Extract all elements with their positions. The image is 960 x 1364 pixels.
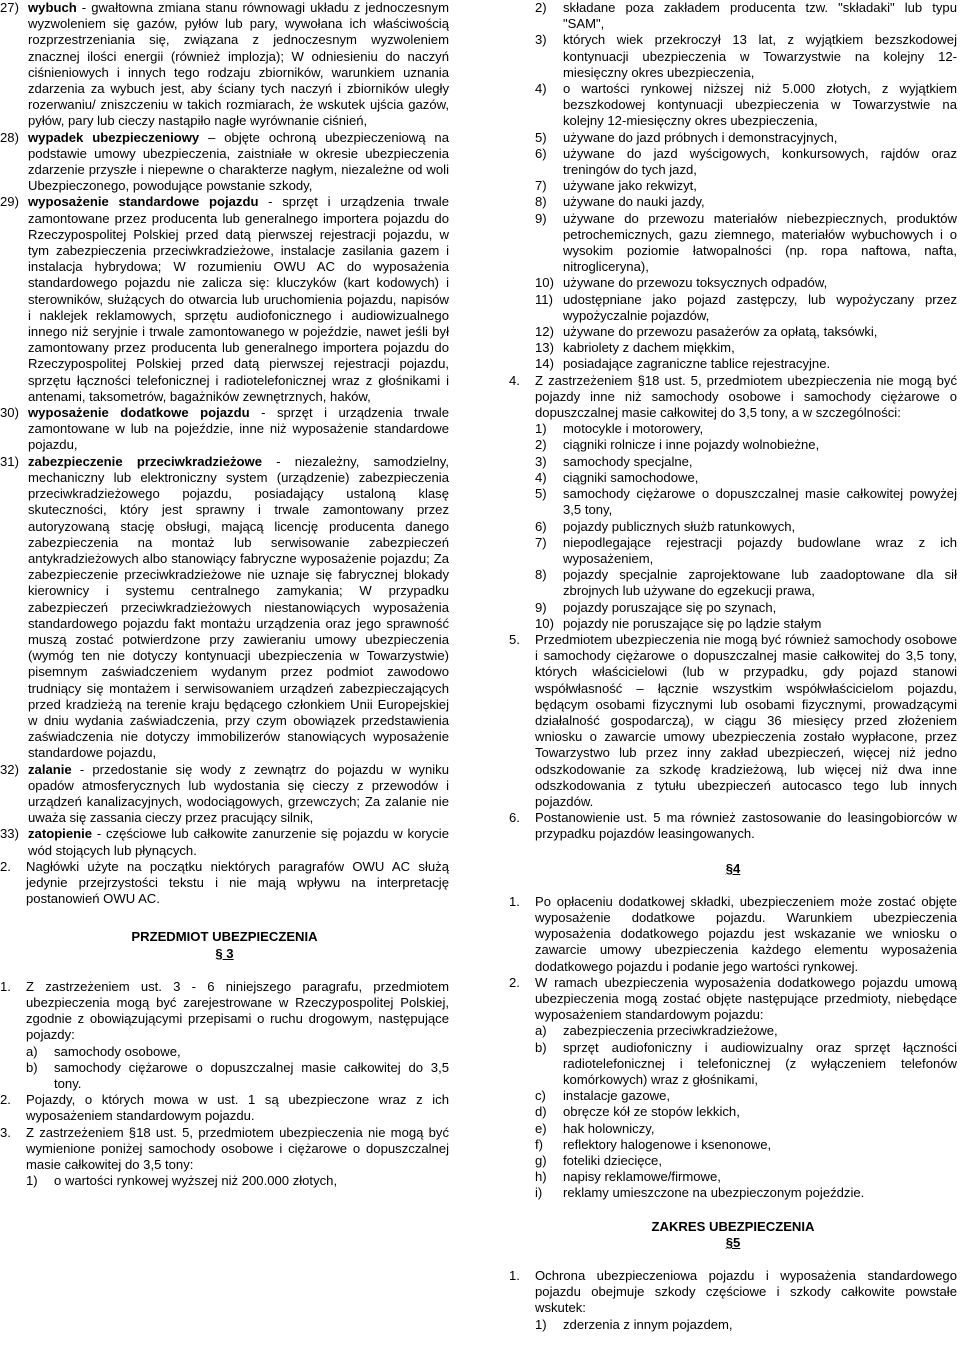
- paragraph-text: Nagłówki użyte na początku niektórych paragrafów OWU AC służą jedynie przejrzystości tekstu i nie mają wpływu na interpretację postanowień OWU AC.: [26, 858, 449, 907]
- item-number: i): [535, 1185, 543, 1201]
- list-item-text: napisy reklamowe/firmowe,: [563, 1169, 721, 1185]
- list-item: [535, 437, 957, 453]
- section-paragraph-number: §5: [725, 1234, 741, 1250]
- list-item-text: udostępniane jako pojazd zastępczy, lub wypożyczany przez wypożyczalnie pojazdów,: [563, 291, 957, 323]
- item-number: 4): [535, 81, 547, 97]
- item-number: 29): [0, 194, 19, 210]
- list-item-text: ciągniki rolnicze i inne pojazdy wolnobieżne,: [563, 437, 820, 453]
- item-number: 28): [0, 129, 19, 145]
- paragraph-3-4: [509, 373, 957, 422]
- item-number: 8): [535, 194, 547, 210]
- item-number: 1.: [509, 1268, 520, 1284]
- paragraph-4-1: [509, 894, 957, 975]
- definition-31: [0, 454, 449, 762]
- paragraph-text: Przedmiotem ubezpieczenia nie mogą być również samochody osobowe i samochody ciężarowe o dopuszczalnej masie całkowitej do 3,5 tony, których właścicielowi (lub w przypadku, gdy pojazd stanowi współwłasność – łącznie wszystkim współwłaścicielom pojazdu, będącym osobami fizycznymi lub osobami fizycznymi, prowadzącymi działalność gospodarczą), w ciągu 36 miesięcy przed złożeniem wniosku o zawarcie umowy ubezpieczenia zostało wypłacone, przez Towarzystwo lub przez inny zakład ubezpieczeń, więcej niż jedno odszkodowanie za szkodę kradzieżową, lub więcej niż dwa inne odszkodowania z tytułu ubezpieczeń autocasco tego lub innych pojazdów.: [535, 631, 957, 809]
- list-item: [535, 1169, 957, 1185]
- list-item: [535, 1121, 957, 1137]
- list-item: [535, 275, 957, 291]
- item-number: 9): [535, 599, 547, 615]
- paragraph-5-1: [509, 1268, 957, 1317]
- paragraph-text: Z zastrzeżeniem §18 ust. 5, przedmiotem ubezpieczenia nie mogą być pojazdy inne niż samochody osobowe i samochody ciężarowe o dopuszczalnej masie całkowitej do 3,5 tony, a w szczególności:: [535, 372, 957, 421]
- list-item-text: używane do jazd wyścigowych, konkursowych, rajdów oraz treningów do tych jazd,: [563, 145, 957, 178]
- paragraph-3-1: [0, 979, 449, 1044]
- item-number: 8): [535, 567, 547, 583]
- item-number: b): [535, 1039, 547, 1055]
- list-item-text: których wiek przekroczył 13 lat, z wyjątkiem bezszkodowej kontynuacji ubezpieczenia w Towarzystwie na kolejny 12-miesięczny okres ubezpieczenia,: [563, 32, 957, 80]
- paragraph-text: Z zastrzeżeniem §18 ust. 5, przedmiotem ubezpieczenia nie mogą być wymienione poniżej samochody osobowe i ciężarowe o dopuszczalnej masie całkowitej do 3,5 tony:: [26, 1124, 449, 1173]
- left-column: [0, 0, 449, 1189]
- paragraph-text: Po opłaceniu dodatkowej składki, ubezpieczeniem może zostać objęte wyposażenie dodatkowe pojazdu. Warunkiem ubezpieczenia wyposażenia dodatkowego pojazdu jest wskazanie we wniosku o zawarcie umowy ubezpieczenia każdego elementu wyposażenia dodatkowego pojazdu i podanie jego wartości rynkowej.: [535, 893, 957, 974]
- paragraph-text: Pojazdy, o których mowa w ust. 1 są ubezpieczone wraz z ich wyposażeniem standardowym pojazdu.: [26, 1092, 449, 1124]
- definition-27: [0, 0, 449, 130]
- item-number: 12): [535, 324, 554, 340]
- item-number: a): [535, 1023, 547, 1039]
- list-item: [26, 1044, 449, 1060]
- paragraph-text: W ramach ubezpieczenia wyposażenia dodatkowego pojazdu umową ubezpieczenia mogą zostać objęte następujące przedmioty, niebędące wyposażeniem standardowym pojazdu:: [535, 974, 957, 1023]
- item-number: 2): [535, 0, 547, 15]
- list-item: [535, 356, 957, 372]
- list-item-text: o wartości rynkowej niższej niż 5.000 złotych, z wyjątkiem bezszkodowej kontynuacji ubezpieczenia w Towarzystwie na kolejny 12-miesięczny okres ubezpieczenia,: [563, 81, 957, 129]
- item-number: 7): [535, 178, 547, 194]
- list-item-text: niepodlegające rejestracji pojazdy budowlane wraz z ich wyposażeniem,: [563, 534, 957, 566]
- item-number: 3.: [0, 1124, 11, 1140]
- item-number: 1): [535, 1316, 547, 1332]
- list-item: [535, 292, 957, 324]
- item-number: 1.: [509, 893, 520, 909]
- list-item-text: reklamy umieszczone na ubezpieczonym pojeździe.: [563, 1185, 865, 1201]
- definition-29: [0, 194, 449, 405]
- item-number: 6): [535, 518, 547, 534]
- list-item: [535, 1153, 957, 1169]
- item-number: 13): [535, 340, 554, 356]
- paragraph-3-2: [0, 1092, 449, 1124]
- definition-term: wyposażenie dodatkowe pojazdu: [28, 405, 250, 421]
- list-item: [535, 1104, 957, 1120]
- paragraph-text: Postanowienie ust. 5 ma również zastosowanie do leasingobiorców w przypadku pojazdów leasingowanych.: [535, 810, 957, 842]
- list-item: [535, 81, 957, 130]
- list-item: [535, 1088, 957, 1104]
- item-number: 5): [535, 486, 547, 502]
- list-item-text: o wartości rynkowej wyższej niż 200.000 złotych,: [54, 1173, 338, 1189]
- item-number: 2.: [0, 1092, 11, 1108]
- list-item-text: ciągniki samochodowe,: [563, 469, 699, 485]
- list-item: [535, 1137, 957, 1153]
- list-item-text: foteliki dziecięce,: [563, 1153, 662, 1169]
- definition-33: [0, 826, 449, 858]
- sublist: [0, 1173, 449, 1189]
- list-item: [535, 211, 957, 276]
- list-item-text: zabezpieczenia przeciwkradzieżowe,: [563, 1023, 778, 1039]
- item-number: 2): [535, 437, 547, 453]
- item-number: 2.: [509, 974, 520, 990]
- paragraph-2: [0, 859, 449, 908]
- list-item: [535, 130, 957, 146]
- section-paragraph-number: § 3: [215, 945, 234, 961]
- list-item-text: używane do jazd próbnych i demonstracyjnych,: [563, 129, 838, 145]
- item-number: 9): [535, 210, 547, 226]
- list-item-text: motocykle i motorowery,: [563, 421, 704, 437]
- list-item: [535, 616, 957, 632]
- section-heading: PRZEDMIOT UBEZPIECZENIA: [131, 929, 318, 945]
- paragraph-text: Z zastrzeżeniem ust. 3 - 6 niniejszego paragrafu, przedmiotem ubezpieczenia mogą być zarejestrowane w Rzeczypospolitej Polskiej, zgodnie z obowiązującymi przepisami o ruchu drogowym, następujące pojazdy:: [26, 978, 449, 1043]
- item-number: 4): [535, 469, 547, 485]
- list-item-text: pojazdy poruszające się po szynach,: [563, 599, 777, 615]
- list-item: [535, 324, 957, 340]
- item-number: 6.: [509, 810, 520, 826]
- section-paragraph-number: §4: [725, 860, 741, 876]
- paragraph-4-2: [509, 975, 957, 1024]
- item-number: 11): [535, 291, 553, 307]
- list-item-text: sprzęt audiofoniczny i audiowizualny oraz sprzęt łączności radiotelefonicznej i telefonicznej (z wyłączeniem telefonów komórkowych) wraz z głośnikami,: [563, 1039, 957, 1087]
- item-number: 1): [26, 1173, 38, 1189]
- definition-term: zalanie: [28, 761, 72, 777]
- item-number: 3): [535, 32, 547, 48]
- sublist: [0, 1044, 449, 1093]
- paragraph-text: Ochrona ubezpieczeniowa pojazdu i wyposażenia standardowego pojazdu obejmuje szkody częściowe i szkody całkowite powstałe wskutek:: [535, 1268, 957, 1316]
- list-item-text: używane do przewozu toksycznych odpadów,: [563, 275, 828, 291]
- list-item: [535, 194, 957, 210]
- list-item-text: pojazdy specjalnie zaprojektowane lub zaadoptowane dla sił zbrojnych lub używane do egzekucji prawa,: [563, 567, 957, 599]
- list-item: [535, 178, 957, 194]
- paragraph-3-6: [509, 810, 957, 842]
- list-item: [535, 146, 957, 178]
- list-item: [535, 486, 957, 518]
- item-number: 3): [535, 453, 547, 469]
- list-item: [535, 454, 957, 470]
- item-number: a): [26, 1043, 38, 1059]
- list-item: [535, 1023, 957, 1039]
- list-item: [535, 600, 957, 616]
- list-item-text: obręcze kół ze stopów lekkich,: [563, 1104, 740, 1120]
- sublist: [509, 421, 957, 632]
- definition-32: [0, 762, 449, 827]
- definition-text: – objęte ochroną ubezpieczeniową na podstawie umowy ubezpieczenia, zaistniałe w okresie ubezpieczenia zdarzenie przyszłe i niepewne o charakterze nagłym, niezależne od woli Ubezpieczonego, powodujące powstanie szkody,: [28, 129, 449, 194]
- list-item-text: używane do nauki jazdy,: [563, 194, 705, 210]
- item-number: 31): [0, 453, 19, 469]
- item-number: 2.: [0, 858, 11, 874]
- definition-text: - gwałtowna zmiana stanu równowagi układu z jednoczesnym wyzwoleniem się gazów, pyłów lub pary, wywołana ich właściwością rozprzestrzeniania się, związana z jednoczesnym wyzwoleniem znacznej ilości energii (również implozja); W odniesieniu do naczyń ciśnieniowych i innych tego rodzaju zbiorników, warunkiem uznania zdarzenia za wybuch jest, aby ściany tych naczyń i zbiorników uległy rozerwaniu/ zniszczeniu w takich rozmiarach, że wskutek ujścia gazów, pyłów, pary lub cieczy nastąpiło nagłe wyrównanie ciśnień,: [28, 0, 449, 129]
- list-item-text: kabriolety z dachem miękkim,: [563, 340, 735, 356]
- paragraph-3-3: [0, 1125, 449, 1174]
- definition-term: wypadek ubezpieczeniowy: [28, 129, 200, 145]
- definition-text: - niezależny, samodzielny, mechaniczny lub elektroniczny system (urządzenie) zabezpieczenia przeciwkradzieżowego pojazdu, posiadający ustaloną klasę skuteczności, który jest sprawny i trwale zamontowany przez autoryzowaną stację obsługi, mającą licencję producenta danego zabezpieczenia na montaż lub serwisowanie zabezpieczeń antykradzieżowych albo stanowiący fabryczne wyposażenie pojazdu; Za zabezpieczenie przeciwkradzieżowe nie uznaje się fabrycznej blokady kierownicy i systemu centralnego zamykania; W przypadku zabezpieczeń przeciwkradzieżowych niestanowiących wyposażenia standardowego pojazdu fakt montażu urządzenia oraz jego sprawność muszą zostać potwierdzone przy zawieraniu umowy ubezpieczenia (wymóg ten nie dotyczy kontynuacji ubezpieczenia w Towarzystwie) pisemnym zaświadczeniem wydanym przez podmiot zawodowo trudniący się montażem i serwisowaniem urządzeń zabezpieczających przed kradzieżą na terenie kraju będącego członkiem Unii Europejskiej w dniu wydania zaświadczenia, przy czym obowiązek przedstawienia zaświadczenia nie dotyczy immobilizerów stanowiących wyposażenie standardowe pojazdu,: [28, 453, 449, 761]
- item-number: f): [535, 1136, 543, 1152]
- item-number: 5): [535, 129, 547, 145]
- item-number: h): [535, 1169, 547, 1185]
- list-item: [535, 0, 957, 32]
- definition-text: - sprzęt i urządzenia trwale zamontowane przez producenta lub generalnego importera pojazdu do Rzeczypospolitej Polskiej przed datą pierwszej rejestracji pojazdu, w tym zabezpieczenia przeciwkradzieżowe, instalacje zasilania gazem i instalacja hybrydowa; W rozumieniu OWU AC do wyposażenia standardowego pojazdu nie zalicza się: kluczyków (kart kodowych) i sterowników, służących do otwarcia lub uruchomienia pojazdu, napisów i naklejek reklamowych, sprzętu audiofonicznego i audiowizualnego innego niż seryjnie i trwale zamontowanego w pojeździe, nawet jeśli był zamontowany przez producenta lub generalnego importera pojazdu do Rzeczypospolitej Polskiej przed datą pierwszej rejestracji pojazdu, sprzętu łączności telefonicznej i radiotelefonicznej wraz z głośnikami i antenami, taksometrów, bagażników zewnętrznych, haków,: [28, 194, 449, 404]
- list-item-text: samochody ciężarowe o dopuszczalnej masie całkowitej powyżej 3,5 tony,: [563, 486, 957, 518]
- item-number: b): [26, 1059, 38, 1075]
- list-item-text: posiadające zagraniczne tablice rejestracyjne.: [563, 356, 831, 372]
- definition-text: - sprzęt i urządzenia trwale zamontowane w lub na pojeździe, inne niż wyposażenie standardowe pojazdu,: [28, 405, 449, 453]
- section-heading: ZAKRES UBEZPIECZENIA: [651, 1218, 815, 1234]
- sublist: [509, 1023, 957, 1201]
- list-item: [535, 1185, 957, 1201]
- item-number: 4.: [509, 372, 520, 388]
- list-item-text: reflektory halogenowe i ksenonowe,: [563, 1136, 772, 1152]
- item-number: 1.: [0, 978, 11, 994]
- definition-text: - przedostanie się wody z zewnątrz do pojazdu w wyniku opadów atmosferycznych lub wydostania się cieczy z przewodów i urządzeń kanalizacyjnych, wodociągowych, grzewczych; Za zalanie nie uważa się zassania cieczy przez pracujący silnik,: [28, 761, 449, 826]
- definition-28: [0, 130, 449, 195]
- item-number: 27): [0, 0, 19, 15]
- definition-text: - częściowe lub całkowite zanurzenie się pojazdu w korycie wód stojących lub płynących.: [28, 826, 449, 858]
- list-item-text: samochody osobowe,: [54, 1043, 181, 1059]
- list-item: [535, 1317, 957, 1333]
- item-number: d): [535, 1104, 547, 1120]
- list-item-text: hak holowniczy,: [563, 1120, 655, 1136]
- item-number: 30): [0, 405, 19, 421]
- definition-term: zabezpieczenie przeciwkradzieżowe: [28, 453, 262, 469]
- item-number: e): [535, 1120, 547, 1136]
- item-number: 5.: [509, 631, 520, 647]
- item-number: g): [535, 1153, 547, 1169]
- list-item-text: instalacje gazowe,: [563, 1088, 670, 1104]
- list-item-text: pojazdy publicznych służb ratunkowych,: [563, 518, 796, 534]
- item-number: c): [535, 1088, 546, 1104]
- definition-term: wybuch: [28, 0, 77, 15]
- list-item-text: używane do przewozu materiałów niebezpiecznych, produktów petrochemicznych, gazu ziemnego, materiałów wybuchowych i o wysokim poziomie łatwopalności (np. ropa naftowa, nafta, nitrogliceryna),: [563, 210, 957, 275]
- list-item: [535, 470, 957, 486]
- item-number: 6): [535, 145, 547, 161]
- sublist: [509, 1317, 957, 1333]
- list-item-text: używane jako rekwizyt,: [563, 178, 697, 194]
- list-item-text: samochody ciężarowe o dopuszczalnej masie całkowitej do 3,5 tony.: [54, 1059, 449, 1091]
- list-item: [535, 519, 957, 535]
- list-item: [535, 567, 957, 599]
- item-number: 33): [0, 826, 19, 842]
- list-item: [26, 1173, 449, 1189]
- right-column: [509, 0, 957, 1333]
- list-item-text: samochody specjalne,: [563, 453, 693, 469]
- item-number: 14): [535, 356, 554, 372]
- list-item-text: używane do przewozu pasażerów za opłatą, taksówki,: [563, 324, 878, 340]
- definition-30: [0, 405, 449, 454]
- list-item-text: składane poza zakładem producenta tzw. "składaki" lub typu "SAM",: [563, 0, 957, 32]
- list-item: [535, 421, 957, 437]
- item-number: 10): [535, 275, 554, 291]
- item-number: 7): [535, 534, 547, 550]
- list-item-text: zderzenia z innym pojazdem,: [563, 1316, 733, 1332]
- list-item-text: pojazdy nie poruszające się po lądzie stałym: [563, 615, 822, 631]
- definition-term: zatopienie: [28, 826, 93, 842]
- list-item: [535, 32, 957, 81]
- list-item: [535, 340, 957, 356]
- list-item: [535, 1040, 957, 1089]
- list-item: [26, 1060, 449, 1092]
- item-number: 10): [535, 615, 554, 631]
- item-number: 32): [0, 761, 19, 777]
- sublist: [509, 0, 957, 373]
- definition-term: wyposażenie standardowe pojazdu: [28, 194, 259, 210]
- paragraph-3-5: [509, 632, 957, 810]
- item-number: 1): [535, 421, 547, 437]
- list-item: [535, 535, 957, 567]
